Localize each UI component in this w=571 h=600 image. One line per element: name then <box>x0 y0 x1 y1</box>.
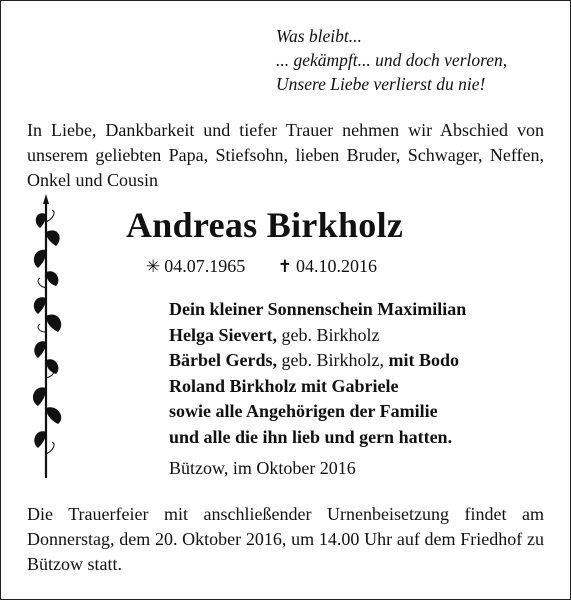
ivy-vine-icon <box>26 192 76 482</box>
death-date: 04.10.2016 <box>296 256 377 276</box>
place-date: Bützow, im Oktober 2016 <box>169 458 356 478</box>
mourner-note: geb. Birkholz, <box>277 350 389 370</box>
birth-star-icon: ✳ <box>146 257 161 276</box>
poem-line: ... gekämpft... und doch verloren, <box>276 50 508 70</box>
mourner-line: sowie alle Angehörigen der Familie <box>169 401 438 421</box>
deceased-name: Andreas Birkholz <box>126 205 404 245</box>
mourner-line: Dein kleiner Sonnenschein Maximilian <box>169 299 467 319</box>
life-dates <box>146 254 377 279</box>
poem-verse <box>276 24 507 96</box>
poem-line: Unsere Liebe verlierst du nie! <box>276 74 486 94</box>
mourner-line: Roland Birkholz mit Gabriele <box>169 375 399 396</box>
intro-paragraph: In Liebe, Dankbarkeit und tiefer Trauer nehmen wir Abschied von unserem geliebten Papa, Stiefsohn, lieben Bruder, Schwager, Neffen, Onkel und Cousin <box>27 120 544 190</box>
poem-line: Was bleibt... <box>276 26 362 46</box>
mourner-line <box>169 348 466 374</box>
funeral-notice: Die Trauerfeier mit anschließender Urnenbeisetzung findet am Donnerstag, dem 20. Oktober 2016, um 14.00 Uhr auf dem Friedhof zu Bützow statt. <box>27 504 544 574</box>
death-cross-icon: ✝ <box>277 257 292 276</box>
mourner-name: Bärbel Gerds, <box>169 350 277 370</box>
mourner-line: und alle die ihn lieb und gern hatten. <box>169 426 453 447</box>
mourner-note: geb. Birkholz <box>276 324 380 345</box>
mourners-list <box>169 297 466 450</box>
mourner-line <box>169 323 466 349</box>
birth-date: 04.07.1965 <box>164 256 246 276</box>
mourner-name: Helga Sievert, <box>169 324 277 345</box>
mourner-name: mit Bodo <box>388 350 459 370</box>
